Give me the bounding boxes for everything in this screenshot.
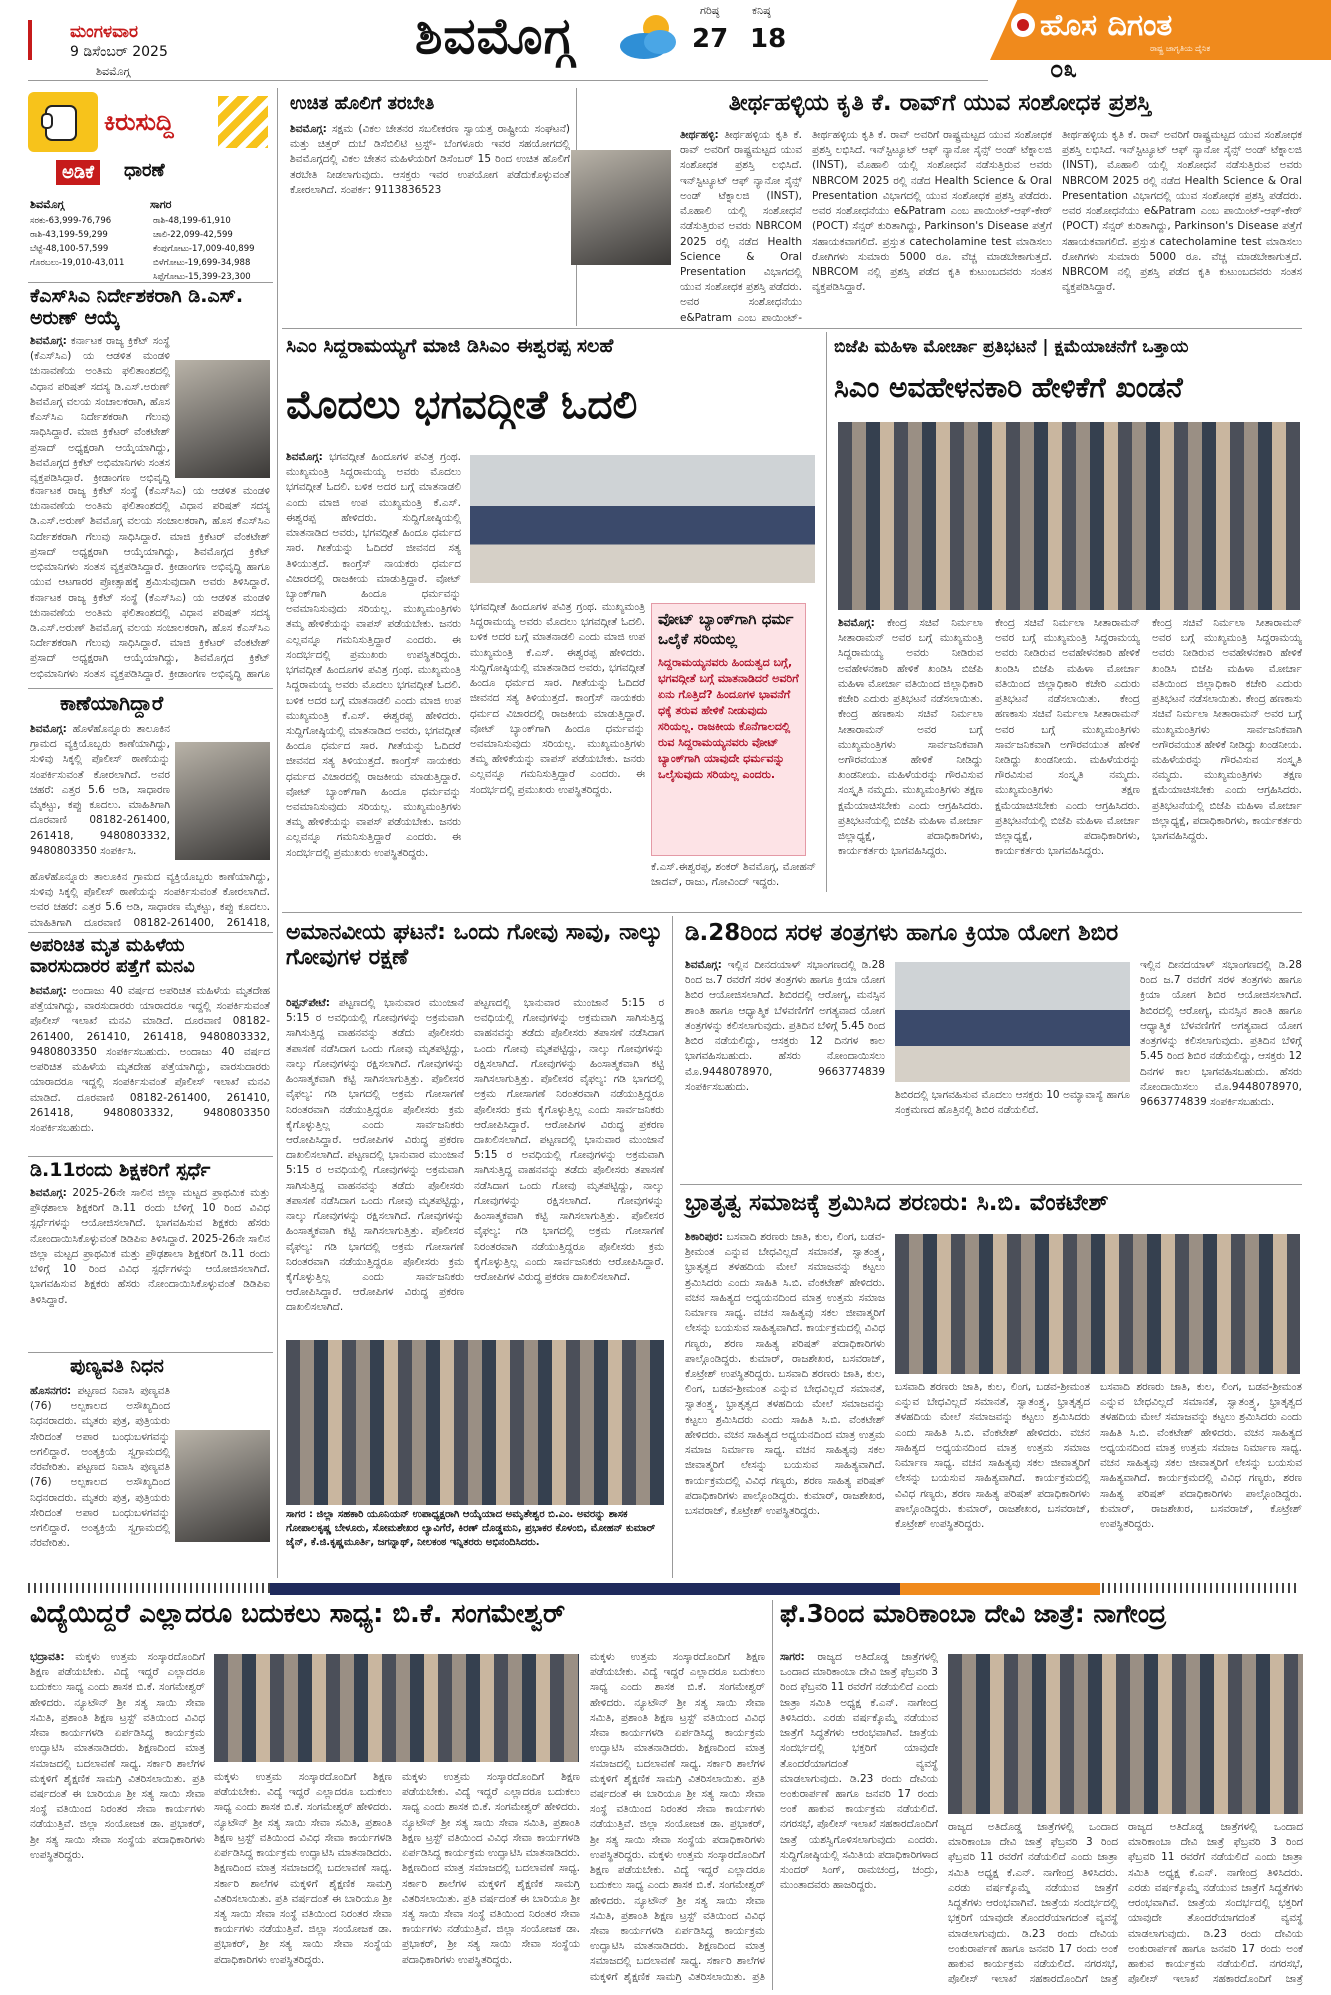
amana-body-2: ಪಟ್ಟಣದಲ್ಲಿ ಭಾನುವಾರ ಮುಂಜಾನೆ 5:15 ರ ಅವಧಿಯಲ್ಲಿ ಗೋವುಗಳನ್ನು ಅಕ್ರಮವಾಗಿ ಸಾಗಿಸುತ್ತಿದ್ದ ವಾಹನವನ್ನು ತಡೆದು ಪೊಲೀಸರು ತಪಾಸಣೆ ನಡೆಸಿದಾಗ ಒಂದು ಗೋವು ಮೃತಪಟ್ಟಿದ್ದು, ನಾಲ್ಕು ಗೋವುಗಳನ್ನು ರಕ್ಷಿಸಲಾಗಿದೆ. ಗೋವುಗಳನ್ನು ಹಿಂಸಾತ್ಮಕವಾಗಿ ಕಟ್ಟಿ ಸಾಗಿಸಲಾಗುತ್ತಿತ್ತು. ಪೊಲೀಸರ ವೈಫಲ್ಯ: ಗಡಿ ಭಾಗದಲ್ಲಿ ಅಕ್ರಮ ಗೋಸಾಗಣೆ ನಿರಂತರವಾಗಿ ನಡೆಯುತ್ತಿದ್ದರೂ ಪೊಲೀಸರು ಕ್ರಮ ಕೈಗೊಳ್ಳುತ್ತಿಲ್ಲ ಎಂದು ಸಾರ್ವಜನಿಕರು ಆರೋಪಿಸಿದ್ದಾರೆ. ಆರೋಪಿಗಳ ವಿರುದ್ಧ ಪ್ರಕರಣ ದಾಖಲಿಸಲಾಗಿದೆ. ಪಟ್ಟಣದಲ್ಲಿ ಭಾನುವಾರ ಮುಂಜಾನೆ 5:15 ರ ಅವಧಿಯಲ್ಲಿ ಗೋವುಗಳನ್ನು ಅಕ್ರಮವಾಗಿ ಸಾಗಿಸುತ್ತಿದ್ದ ವಾಹನವನ್ನು ತಡೆದು ಪೊಲೀಸರು ತಪಾಸಣೆ ನಡೆಸಿದಾಗ ಒಂದು ಗೋವು ಮೃತಪಟ್ಟಿದ್ದು, ನಾಲ್ಕು ಗೋವುಗಳನ್ನು ರಕ್ಷಿಸಲಾಗಿದೆ. ಗೋವುಗಳನ್ನು ಹಿಂಸಾತ್ಮಕವಾಗಿ ಕಟ್ಟಿ ಸಾಗಿಸಲಾಗುತ್ತಿತ್ತು. ಪೊಲೀಸರ ವೈಫಲ್ಯ: ಗಡಿ ಭಾಗದಲ್ಲಿ ಅಕ್ರಮ ಗೋಸಾಗಣೆ ನಿರಂತರವಾಗಿ ನಡೆಯುತ್ತಿದ್ದರೂ ಪೊಲೀಸರು ಕ್ರಮ ಕೈಗೊಳ್ಳುತ್ತಿಲ್ಲ ಎಂದು ಸಾರ್ವಜನಿಕರು ಆರೋಪಿಸಿದ್ದಾರೆ. ಆರೋಪಿಗಳ ವಿರುದ್ಧ ಪ್ರಕರಣ ದಾಖಲಿಸಲಾಗಿದೆ. — [474, 997, 664, 1283]
left-article-3-head: ಅಪರಿಚಿತ ಮೃತ ಮಹಿಳೆಯ ವಾರಸುದಾರರ ಪತ್ತೆಗೆ ಮನವಿ — [30, 935, 195, 977]
dateline: ರಿಪ್ಪನ್‌ಪೇಟೆ: — [286, 997, 330, 1009]
bjp-body-1: ಶಿವಮೊಗ್ಗ: ಕೇಂದ್ರ ಸಚಿವೆ ನಿರ್ಮಲಾ ಸೀತಾರಾಮನ್ ಅವರ ಬಗ್ಗೆ ಮುಖ್ಯಮಂತ್ರಿ ಸಿದ್ದರಾಮಯ್ಯ ಅವರು ನೀಡಿರುವ ಅವಹೇಳನಕಾರಿ ಹೇಳಿಕೆ ಖಂಡಿಸಿ ಬಿಜೆಪಿ ಮಹಿಳಾ ಮೋರ್ಚಾ ವತಿಯಿಂದ ಜಿಲ್ಲಾಧಿಕಾರಿ ಕಚೇರಿ ಎದುರು ಪ್ರತಿಭಟನೆ ನಡೆಸಲಾಯಿತು. ಕೇಂದ್ರ ಹಣಕಾಸು ಸಚಿವೆ ನಿರ್ಮಲಾ ಸೀತಾರಾಮನ್ ಅವರ ಬಗ್ಗೆ ಮುಖ್ಯಮಂತ್ರಿಗಳು ಸಾರ್ವಜನಿಕವಾಗಿ ಅಗೌರವಯುತ ಹೇಳಿಕೆ ನೀಡಿದ್ದು ಖಂಡನೀಯ. ಮಹಿಳೆಯರನ್ನು ಗೌರವಿಸುವ ಸಂಸ್ಕೃತಿ ನಮ್ಮದು. ಮುಖ್ಯಮಂತ್ರಿಗಳು ತಕ್ಷಣ ಕ್ಷಮೆಯಾಚಿಸಬೇಕು ಎಂದು ಆಗ್ರಹಿಸಿದರು. ಪ್ರತಿಭಟನೆಯಲ್ಲಿ ಬಿಜೆಪಿ ಮಹಿಳಾ ಮೋರ್ಚಾ ಜಿಲ್ಲಾಧ್ಯಕ್ಷೆ, ಪದಾಧಿಕಾರಿಗಳು, ಕಾರ್ಯಕರ್ತರು ಭಾಗವಹಿಸಿದ್ದರು. — [838, 617, 983, 858]
vidye-body-4: ಮಕ್ಕಳು ಉತ್ತಮ ಸಂಸ್ಕಾರದೊಂದಿಗೆ ಶಿಕ್ಷಣ ಪಡೆಯಬೇಕು. ವಿದ್ಯೆ ಇದ್ದರೆ ಎಲ್ಲಾದರೂ ಬದುಕಲು ಸಾಧ್ಯ ಎಂದು ಶಾಸಕ ಬಿ.ಕೆ. ಸಂಗಮೇಶ್ವರ್ ಹೇಳಿದರು. ನ್ಯೂಟೌನ್ ಶ್ರೀ ಸತ್ಯ ಸಾಯಿ ಸೇವಾ ಸಮಿತಿ, ಪ್ರಶಾಂತಿ ಶಿಕ್ಷಣ ಟ್ರಸ್ಟ್ ವತಿಯಿಂದ ವಿವಿಧ ಸೇವಾ ಕಾರ್ಯಗಳಡಿ ಏರ್ಪಡಿಸಿದ್ದ ಕಾರ್ಯಕ್ರಮ ಉದ್ಘಾಟಿಸಿ ಮಾತನಾಡಿದರು. ಶಿಕ್ಷಣದಿಂದ ಮಾತ್ರ ಸಮಾಜದಲ್ಲಿ ಬದಲಾವಣೆ ಸಾಧ್ಯ. ಸರ್ಕಾರಿ ಶಾಲೆಗಳ ಮಕ್ಕಳಿಗೆ ಶೈಕ್ಷಣಿಕ ಸಾಮಗ್ರಿ ವಿತರಿಸಲಾಯಿತು. ಪ್ರತಿ ವರ್ಷದಂತೆ ಈ ಬಾರಿಯೂ ಶ್ರೀ ಸತ್ಯ ಸಾಯಿ ಸೇವಾ ಸಂಸ್ಥೆ ವತಿಯಿಂದ ನಿರಂತರ ಸೇವಾ ಕಾರ್ಯಗಳು ನಡೆಯುತ್ತಿವೆ. ಜಿಲ್ಲಾ ಸಂಯೋಜಕ ಡಾ. ಪ್ರಭಾಕರ್, ಶ್ರೀ ಸತ್ಯ ಸಾಯಿ ಸೇವಾ ಸಂಸ್ಥೆಯ ಪದಾಧಿಕಾರಿಗಳು ಉಪಸ್ಥಿತರಿದ್ದರು. ಮಕ್ಕಳು ಉತ್ತಮ ಸಂಸ್ಕಾರದೊಂದಿಗೆ ಶಿಕ್ಷಣ ಪಡೆಯಬೇಕು. ವಿದ್ಯೆ ಇದ್ದರೆ ಎಲ್ಲಾದರೂ ಬದುಕಲು ಸಾಧ್ಯ ಎಂದು ಶಾಸಕ ಬಿ.ಕೆ. ಸಂಗಮೇಶ್ವರ್ ಹೇಳಿದರು. ನ್ಯೂಟೌನ್ ಶ್ರೀ ಸತ್ಯ ಸಾಯಿ ಸೇವಾ ಸಮಿತಿ, ಪ್ರಶಾಂತಿ ಶಿಕ್ಷಣ ಟ್ರಸ್ಟ್ ವತಿಯಿಂದ ವಿವಿಧ ಸೇವಾ ಕಾರ್ಯಗಳಡಿ ಏರ್ಪಡಿಸಿದ್ದ ಕಾರ್ಯಕ್ರಮ ಉದ್ಘಾಟಿಸಿ ಮಾತನಾಡಿದರು. ಶಿಕ್ಷಣದಿಂದ ಮಾತ್ರ ಸಮಾಜದಲ್ಲಿ ಬದಲಾವಣೆ ಸಾಧ್ಯ. ಸರ್ಕಾರಿ ಶಾಲೆಗಳ ಮಕ್ಕಳಿಗೆ ಶೈಕ್ಷಣಿಕ ಸಾಮಗ್ರಿ ವಿತರಿಸಲಾಯಿತು. ಪ್ರತಿ — [590, 1651, 765, 1983]
column-rule — [672, 916, 673, 1578]
quote-box — [651, 603, 806, 856]
amana-body-1: ರಿಪ್ಪನ್‌ಪೇಟೆ: ಪಟ್ಟಣದಲ್ಲಿ ಭಾನುವಾರ ಮುಂಜಾನೆ 5:15 ರ ಅವಧಿಯಲ್ಲಿ ಗೋವುಗಳನ್ನು ಅಕ್ರಮವಾಗಿ ಸಾಗಿಸುತ್ತಿದ್ದ ವಾಹನವನ್ನು ತಡೆದು ಪೊಲೀಸರು ತಪಾಸಣೆ ನಡೆಸಿದಾಗ ಒಂದು ಗೋವು ಮೃತಪಟ್ಟಿದ್ದು, ನಾಲ್ಕು ಗೋವುಗಳನ್ನು ರಕ್ಷಿಸಲಾಗಿದೆ. ಗೋವುಗಳನ್ನು ಹಿಂಸಾತ್ಮಕವಾಗಿ ಕಟ್ಟಿ ಸಾಗಿಸಲಾಗುತ್ತಿತ್ತು. ಪೊಲೀಸರ ವೈಫಲ್ಯ: ಗಡಿ ಭಾಗದಲ್ಲಿ ಅಕ್ರಮ ಗೋಸಾಗಣೆ ನಿರಂತರವಾಗಿ ನಡೆಯುತ್ತಿದ್ದರೂ ಪೊಲೀಸರು ಕ್ರಮ ಕೈಗೊಳ್ಳುತ್ತಿಲ್ಲ ಎಂದು ಸಾರ್ವಜನಿಕರು ಆರೋಪಿಸಿದ್ದಾರೆ. ಆರೋಪಿಗಳ ವಿರುದ್ಧ ಪ್ರಕರಣ ದಾಖಲಿಸಲಾಗಿದೆ. ಪಟ್ಟಣದಲ್ಲಿ ಭಾನುವಾರ ಮುಂಜಾನೆ 5:15 ರ ಅವಧಿಯಲ್ಲಿ ಗೋವುಗಳನ್ನು ಅಕ್ರಮವಾಗಿ ಸಾಗಿಸುತ್ತಿದ್ದ ವಾಹನವನ್ನು ತಡೆದು ಪೊಲೀಸರು ತಪಾಸಣೆ ನಡೆಸಿದಾಗ ಒಂದು ಗೋವು ಮೃತಪಟ್ಟಿದ್ದು, ನಾಲ್ಕು ಗೋವುಗಳನ್ನು ರಕ್ಷಿಸಲಾಗಿದೆ. ಗೋವುಗಳನ್ನು ಹಿಂಸಾತ್ಮಕವಾಗಿ ಕಟ್ಟಿ ಸಾಗಿಸಲಾಗುತ್ತಿತ್ತು. ಪೊಲೀಸರ ವೈಫಲ್ಯ: ಗಡಿ ಭಾಗದಲ್ಲಿ ಅಕ್ರಮ ಗೋಸಾಗಣೆ ನಿರಂತರವಾಗಿ ನಡೆಯುತ್ತಿದ್ದರೂ ಪೊಲೀಸರು ಕ್ರಮ ಕೈಗೊಳ್ಳುತ್ತಿಲ್ಲ ಎಂದು ಸಾರ್ವಜನಿಕರು ಆರೋಪಿಸಿದ್ದಾರೆ. ಆರೋಪಿಗಳ ವಿರುದ್ಧ ಪ್ರಕರಣ ದಾಖಲಿಸಲಾಗಿದೆ. — [286, 997, 464, 1314]
marikamba-head: ಫೆ.3ರಿಂದ ಮಾರಿಕಾಂಬಾ ದೇವಿ ಜಾತ್ರೆ: ನಾಗೇಂದ್ರ — [780, 1599, 1167, 1628]
vidye-body-3: ಮಕ್ಕಳು ಉತ್ತಮ ಸಂಸ್ಕಾರದೊಂದಿಗೆ ಶಿಕ್ಷಣ ಪಡೆಯಬೇಕು. ವಿದ್ಯೆ ಇದ್ದರೆ ಎಲ್ಲಾದರೂ ಬದುಕಲು ಸಾಧ್ಯ ಎಂದು ಶಾಸಕ ಬಿ.ಕೆ. ಸಂಗಮೇಶ್ವರ್ ಹೇಳಿದರು. ನ್ಯೂಟೌನ್ ಶ್ರೀ ಸತ್ಯ ಸಾಯಿ ಸೇವಾ ಸಮಿತಿ, ಪ್ರಶಾಂತಿ ಶಿಕ್ಷಣ ಟ್ರಸ್ಟ್ ವತಿಯಿಂದ ವಿವಿಧ ಸೇವಾ ಕಾರ್ಯಗಳಡಿ ಏರ್ಪಡಿಸಿದ್ದ ಕಾರ್ಯಕ್ರಮ ಉದ್ಘಾಟಿಸಿ ಮಾತನಾಡಿದರು. ಶಿಕ್ಷಣದಿಂದ ಮಾತ್ರ ಸಮಾಜದಲ್ಲಿ ಬದಲಾವಣೆ ಸಾಧ್ಯ. ಸರ್ಕಾರಿ ಶಾಲೆಗಳ ಮಕ್ಕಳಿಗೆ ಶೈಕ್ಷಣಿಕ ಸಾಮಗ್ರಿ ವಿತರಿಸಲಾಯಿತು. ಪ್ರತಿ ವರ್ಷದಂತೆ ಈ ಬಾರಿಯೂ ಶ್ರೀ ಸತ್ಯ ಸಾಯಿ ಸೇವಾ ಸಂಸ್ಥೆ ವತಿಯಿಂದ ನಿರಂತರ ಸೇವಾ ಕಾರ್ಯಗಳು ನಡೆಯುತ್ತಿವೆ. ಜಿಲ್ಲಾ ಸಂಯೋಜಕ ಡಾ. ಪ್ರಭಾಕರ್, ಶ್ರೀ ಸತ್ಯ ಸಾಯಿ ಸೇವಾ ಸಂಸ್ಥೆಯ ಪದಾಧಿಕಾರಿಗಳು ಉಪಸ್ಥಿತರಿದ್ದರು. — [402, 1771, 580, 1966]
photo-school-event — [214, 1654, 579, 1762]
vidye-body-1: ಭದ್ರಾವತಿ: ಮಕ್ಕಳು ಉತ್ತಮ ಸಂಸ್ಕಾರದೊಂದಿಗೆ ಶಿಕ್ಷಣ ಪಡೆಯಬೇಕು. ವಿದ್ಯೆ ಇದ್ದರೆ ಎಲ್ಲಾದರೂ ಬದುಕಲು ಸಾಧ್ಯ ಎಂದು ಶಾಸಕ ಬಿ.ಕೆ. ಸಂಗಮೇಶ್ವರ್ ಹೇಳಿದರು. ನ್ಯೂಟೌನ್ ಶ್ರೀ ಸತ್ಯ ಸಾಯಿ ಸೇವಾ ಸಮಿತಿ, ಪ್ರಶಾಂತಿ ಶಿಕ್ಷಣ ಟ್ರಸ್ಟ್ ವತಿಯಿಂದ ವಿವಿಧ ಸೇವಾ ಕಾರ್ಯಗಳಡಿ ಏರ್ಪಡಿಸಿದ್ದ ಕಾರ್ಯಕ್ರಮ ಉದ್ಘಾಟಿಸಿ ಮಾತನಾಡಿದರು. ಶಿಕ್ಷಣದಿಂದ ಮಾತ್ರ ಸಮಾಜದಲ್ಲಿ ಬದಲಾವಣೆ ಸಾಧ್ಯ. ಸರ್ಕಾರಿ ಶಾಲೆಗಳ ಮಕ್ಕಳಿಗೆ ಶೈಕ್ಷಣಿಕ ಸಾಮಗ್ರಿ ವಿತರಿಸಲಾಯಿತು. ಪ್ರತಿ ವರ್ಷದಂತೆ ಈ ಬಾರಿಯೂ ಶ್ರೀ ಸತ್ಯ ಸಾಯಿ ಸೇವಾ ಸಂಸ್ಥೆ ವತಿಯಿಂದ ನಿರಂತರ ಸೇವಾ ಕಾರ್ಯಗಳು ನಡೆಯುತ್ತಿವೆ. ಜಿಲ್ಲಾ ಸಂಯೋಜಕ ಡಾ. ಪ್ರಭಾಕರ್, ಶ್ರೀ ಸತ್ಯ ಸಾಯಿ ಸೇವಾ ಸಂಸ್ಥೆಯ ಪದಾಧಿಕಾರಿಗಳು ಉಪಸ್ಥಿತರಿದ್ದರು. — [30, 1651, 205, 1861]
column-rule — [277, 88, 278, 1578]
bratru-head: ಭ್ರಾತೃತ್ವ ಸಮಾಜಕ್ಕೆ ಶ್ರಮಿಸಿದ ಶರಣರು: ಸಿ.ಬಿ. ವೆಂಕಟೇಶ್ — [685, 1190, 1109, 1216]
brand-name: ಹೊಸ ದಿಗಂತ — [1040, 8, 1173, 43]
quote-head: ವೋಟ್ ಬ್ಯಾಂಕ್‌ಗಾಗಿ ಧರ್ಮ ಒಲೈಕೆ ಸರಿಯಲ್ಲ — [658, 610, 794, 648]
left-article-4-head: ಡಿ.11ರಂದು ಶಿಕ್ಷಕರಿಗೆ ಸ್ಪರ್ಧೆ — [30, 1159, 211, 1181]
photo-punyavati — [175, 1430, 270, 1542]
kirusuddi-label: ಕಿರುಸುದ್ದಿ — [104, 108, 174, 136]
hand-icon — [28, 92, 98, 152]
dateline: ಶಿವಮೊಗ್ಗ: — [838, 617, 875, 629]
amana-caption: ಸಾಗರ : ಜಿಲ್ಲಾ ಸಹಕಾರಿ ಯೂನಿಯನ್ ಉಪಾಧ್ಯಕ್ಷರಾಗಿ ಆಯ್ಕೆಯಾದ ಅಮೃತೇಶ್ವರ ಬಿ.ಎಂ. ಅವರನ್ನು ಶಾಸಕ ಗೋಪಾಲಕೃಷ್ಣ ಬೇಳೂರು, ಸೋಮಶೇಖರ ಲ್ಯಾವಿಗೆರೆ, ಕಿರಣ್ ದೊಡ್ಡಮನಿ, ಪ್ರಭಾಕರ ಕೊಳಂಬಿ, ಮೋಹನ್ ಕುಮಾರ್ ಜೈನ್, ಕೆ.ಜಿ.ಕೃಷ್ಣಮೂರ್ತಿ, ಜಗನ್ನಾಥ್, ನೀಲಕಂಠ ಇನ್ನಿತರರು ಅಭಿನಂದಿಸಿದರು. — [286, 1509, 656, 1548]
accent-bar-orange — [900, 1583, 1100, 1595]
kirusuddi-arrows — [218, 96, 268, 148]
accent-bar-navy — [270, 1583, 900, 1595]
vidye-body-2: ಮಕ್ಕಳು ಉತ್ತಮ ಸಂಸ್ಕಾರದೊಂದಿಗೆ ಶಿಕ್ಷಣ ಪಡೆಯಬೇಕು. ವಿದ್ಯೆ ಇದ್ದರೆ ಎಲ್ಲಾದರೂ ಬದುಕಲು ಸಾಧ್ಯ ಎಂದು ಶಾಸಕ ಬಿ.ಕೆ. ಸಂಗಮೇಶ್ವರ್ ಹೇಳಿದರು. ನ್ಯೂಟೌನ್ ಶ್ರೀ ಸತ್ಯ ಸಾಯಿ ಸೇವಾ ಸಮಿತಿ, ಪ್ರಶಾಂತಿ ಶಿಕ್ಷಣ ಟ್ರಸ್ಟ್ ವತಿಯಿಂದ ವಿವಿಧ ಸೇವಾ ಕಾರ್ಯಗಳಡಿ ಏರ್ಪಡಿಸಿದ್ದ ಕಾರ್ಯಕ್ರಮ ಉದ್ಘಾಟಿಸಿ ಮಾತನಾಡಿದರು. ಶಿಕ್ಷಣದಿಂದ ಮಾತ್ರ ಸಮಾಜದಲ್ಲಿ ಬದಲಾವಣೆ ಸಾಧ್ಯ. ಸರ್ಕಾರಿ ಶಾಲೆಗಳ ಮಕ್ಕಳಿಗೆ ಶೈಕ್ಷಣಿಕ ಸಾಮಗ್ರಿ ವಿತರಿಸಲಾಯಿತು. ಪ್ರತಿ ವರ್ಷದಂತೆ ಈ ಬಾರಿಯೂ ಶ್ರೀ ಸತ್ಯ ಸಾಯಿ ಸೇವಾ ಸಂಸ್ಥೆ ವತಿಯಿಂದ ನಿರಂತರ ಸೇವಾ ಕಾರ್ಯಗಳು ನಡೆಯುತ್ತಿವೆ. ಜಿಲ್ಲಾ ಸಂಯೋಜಕ ಡಾ. ಪ್ರಭಾಕರ್, ಶ್ರೀ ಸತ್ಯ ಸಾಯಿ ಸೇವಾ ಸಂಸ್ಥೆಯ ಪದಾಧಿಕಾರಿಗಳು ಉಪಸ್ಥಿತರಿದ್ದರು. — [214, 1771, 392, 1966]
left-article-1-body: ಶಿವಮೊಗ್ಗ: ಕರ್ನಾಟಕ ರಾಜ್ಯ ಕ್ರಿಕೆಟ್ ಸಂಸ್ಥೆ (ಕೆಎಸ್‌ಸಿಎ) ಯ ಆಡಳಿತ ಮಂಡಳಿ ಚುನಾವಣೆಯ ಅಂತಿಮ ಫಲಿತಾಂಶದಲ್ಲಿ ವಿಧಾನ ಪರಿಷತ್ ಸದಸ್ಯ ಡಿ.ಎಸ್.ಅರುಣ್ ಶಿವಮೊಗ್ಗ ವಲಯ ಸಂಚಾಲಕರಾಗಿ, ಹೊಸ ಕೆಎಸ್‌ಸಿಎ ನಿರ್ದೇಶಕರಾಗಿ ಗೆಲುವು ಸಾಧಿಸಿದ್ದಾರೆ. ಮಾಜಿ ಕ್ರಿಕೆಟರ್ ವೆಂಕಟೇಶ್ ಪ್ರಸಾದ್ ಅಧ್ಯಕ್ಷರಾಗಿ ಆಯ್ಕೆಯಾಗಿದ್ದು, ಶಿವಮೊಗ್ಗದ ಕ್ರಿಕೆಟ್ ಅಭಿಮಾನಿಗಳು ಸಂತಸ ವ್ಯಕ್ತಪಡಿಸಿದ್ದಾರೆ. ಕ್ರೀಡಾಂಗಣ ಅಭಿವೃದ್ಧಿ — [30, 335, 170, 484]
dateline: ಶಿಕಾರಿಪುರ: — [685, 1231, 724, 1243]
rate-item: ಚಾಲಿ-22,099-42,599 — [153, 230, 233, 241]
divider — [282, 328, 1302, 329]
masthead-left — [28, 20, 64, 60]
left-article-3-body: ಶಿವಮೊಗ್ಗ: ಅಂದಾಜು 40 ವರ್ಷದ ಅಪರಿಚಿತ ಮಹಿಳೆಯ ಮೃತದೇಹ ಪತ್ತೆಯಾಗಿದ್ದು, ವಾರಸುದಾರರು ಯಾರಾದರೂ ಇದ್ದಲ್ಲಿ ಸಂಪರ್ಕಿಸುವಂತೆ ಪೊಲೀಸ್ ಇಲಾಖೆ ಮನವಿ ಮಾಡಿದೆ. ದೂರವಾಣಿ 08182-261400, 261410, 261418, 9480803332, 9480803350 ಸಂಪರ್ಕಿಸಬಹುದು. ಅಂದಾಜು 40 ವರ್ಷದ ಅಪರಿಚಿತ ಮಹಿಳೆಯ ಮೃತದೇಹ ಪತ್ತೆಯಾಗಿದ್ದು, ವಾರಸುದಾರರು ಯಾರಾದರೂ ಇದ್ದಲ್ಲಿ ಸಂಪರ್ಕಿಸುವಂತೆ ಪೊಲೀಸ್ ಇಲಾಖೆ ಮನವಿ ಮಾಡಿದೆ. ದೂರವಾಣಿ 08182-261400, 261410, 261418, 9480803332, 9480803350 ಸಂಪರ್ಕಿಸಬಹುದು. — [30, 985, 270, 1134]
rate-item: ಸರಕು-63,999-76,796 — [30, 216, 112, 226]
page-number: ೦೩ — [1050, 55, 1077, 83]
column-rule — [772, 1600, 773, 1990]
kirusuddi-badge — [28, 92, 98, 152]
divider — [680, 1184, 1302, 1185]
ucchita-body: ಶಿವಮೊಗ್ಗ: ಸಕ್ಷಮ (ವಿಕಲ ಚೇತನರ ಸಬಲೀಕರಣ ಸ್ವಾಯತ್ತ ರಾಷ್ಟ್ರೀಯ ಸಂಘಟನೆ) ಮತ್ತು ಚಿತ್ತರ್ ದುಬೆ ಡಿಸೆಬಿಲಿಟಿ ಟ್ರಸ್ಟ್- ಬೆಂಗಳೂರು ಇವರ ಸಹಯೋಗದಲ್ಲಿ ಶಿವಮೊಗ್ಗದಲ್ಲಿ ವಿಕಲ ಚೇತನ ಮಹಿಳೆಯರಿಗೆ ಡಿಸೆಂಬರ್ 15 ರಿಂದ ಉಚಿತ ಹೊಲಿಗೆ ತರಬೇತಿ ನೀಡಲಾಗುವುದು. ಆಸಕ್ತರು ಇವರ ಉಪಯೋಗ ಪಡೆದುಕೊಳ್ಳುವಂತೆ ಕೋರಲಾಗಿದೆ. ಸಂಪರ್ಕ: 9113836523 — [290, 123, 570, 196]
adike-rates — [30, 198, 270, 284]
temp-min-label: ಕನಿಷ್ಠ — [752, 4, 771, 17]
bjp-body-3: ಕೇಂದ್ರ ಸಚಿವೆ ನಿರ್ಮಲಾ ಸೀತಾರಾಮನ್ ಅವರ ಬಗ್ಗೆ ಮುಖ್ಯಮಂತ್ರಿ ಸಿದ್ದರಾಮಯ್ಯ ಅವರು ನೀಡಿರುವ ಅವಹೇಳನಕಾರಿ ಹೇಳಿಕೆ ಖಂಡಿಸಿ ಬಿಜೆಪಿ ಮಹಿಳಾ ಮೋರ್ಚಾ ವತಿಯಿಂದ ಜಿಲ್ಲಾಧಿಕಾರಿ ಕಚೇರಿ ಎದುರು ಪ್ರತಿಭಟನೆ ನಡೆಸಲಾಯಿತು. ಕೇಂದ್ರ ಹಣಕಾಸು ಸಚಿವೆ ನಿರ್ಮಲಾ ಸೀತಾರಾಮನ್ ಅವರ ಬಗ್ಗೆ ಮುಖ್ಯಮಂತ್ರಿಗಳು ಸಾರ್ವಜನಿಕವಾಗಿ ಅಗೌರವಯುತ ಹೇಳಿಕೆ ನೀಡಿದ್ದು ಖಂಡನೀಯ. ಮಹಿಳೆಯರನ್ನು ಗೌರವಿಸುವ ಸಂಸ್ಕೃತಿ ನಮ್ಮದು. ಮುಖ್ಯಮಂತ್ರಿಗಳು ತಕ್ಷಣ ಕ್ಷಮೆಯಾಚಿಸಬೇಕು ಎಂದು ಆಗ್ರಹಿಸಿದರು. ಪ್ರತಿಭಟನೆಯಲ್ಲಿ ಬಿಜೆಪಿ ಮಹಿಳಾ ಮೋರ್ಚಾ ಜಿಲ್ಲಾಧ್ಯಕ್ಷೆ, ಪದಾಧಿಕಾರಿಗಳು, ಕಾರ್ಯಕರ್ತರು ಭಾಗವಹಿಸಿದ್ದರು. — [1152, 617, 1302, 843]
yoga-body-1: ಶಿವಮೊಗ್ಗ: ಇಲ್ಲಿನ ದೀನದಯಾಳ್ ಸಭಾಂಗಣದಲ್ಲಿ ಡಿ.28 ರಿಂದ ಜ.7 ರವರೆಗೆ ಸರಳ ತಂತ್ರಗಳು ಹಾಗೂ ಕ್ರಿಯಾ ಯೋಗ ಶಿಬಿರ ಆಯೋಜಿಸಲಾಗಿದೆ. ಶಿಬಿರದಲ್ಲಿ ಆರೋಗ್ಯ, ಮನಸ್ಸಿನ ಶಾಂತಿ ಹಾಗೂ ಆಧ್ಯಾತ್ಮಿಕ ಬೆಳವಣಿಗೆಗೆ ಅಗತ್ಯವಾದ ಯೋಗ ತಂತ್ರಗಳನ್ನು ಕಲಿಸಲಾಗುವುದು. ಪ್ರತಿದಿನ ಬೆಳಿಗ್ಗೆ 5.45 ರಿಂದ ಶಿಬಿರ ನಡೆಯಲಿದ್ದು, ಆಸಕ್ತರು 12 ದಿನಗಳ ಕಾಲ ಭಾಗವಹಿಸಬಹುದು. ಹೆಸರು ನೋಂದಾಯಿಸಲು ಮೊ.9448078970, 9663774839 ಸಂಪರ್ಕಿಸಬಹುದು. — [685, 959, 885, 1093]
temp-min: 18 — [750, 24, 787, 54]
photo-jatre-meet — [948, 1654, 1303, 1814]
masthead-day: ಮಂಗಳವಾರ — [70, 22, 139, 42]
photo-arun — [175, 360, 270, 478]
cm-body-1: ಶಿವಮೊಗ್ಗ: ಭಗವದ್ಗೀತೆ ಹಿಂದೂಗಳ ಪವಿತ್ರ ಗ್ರಂಥ. ಮುಖ್ಯಮಂತ್ರಿ ಸಿದ್ದರಾಮಯ್ಯ ಅವರು ಮೊದಲು ಭಗವದ್ಗೀತೆ ಓದಲಿ. ಬಳಿಕ ಅದರ ಬಗ್ಗೆ ಮಾತನಾಡಲಿ ಎಂದು ಮಾಜಿ ಉಪ ಮುಖ್ಯಮಂತ್ರಿ ಕೆ.ಎಸ್. ಈಶ್ವರಪ್ಪ ಹೇಳಿದರು. ಸುದ್ದಿಗೋಷ್ಠಿಯಲ್ಲಿ ಮಾತನಾಡಿದ ಅವರು, ಭಗವದ್ಗೀತೆ ಹಿಂದೂ ಧರ್ಮದ ಸಾರ. ಗೀತೆಯನ್ನು ಓದಿದರೆ ಜೀವನದ ಸತ್ಯ ತಿಳಿಯುತ್ತದೆ. ಕಾಂಗ್ರೆಸ್ ನಾಯಕರು ಧರ್ಮದ ವಿಚಾರದಲ್ಲಿ ರಾಜಕೀಯ ಮಾಡುತ್ತಿದ್ದಾರೆ. ವೋಟ್ ಬ್ಯಾಂಕ್‌ಗಾಗಿ ಹಿಂದೂ ಧರ್ಮವನ್ನು ಅವಮಾನಿಸುವುದು ಸರಿಯಲ್ಲ. ಮುಖ್ಯಮಂತ್ರಿಗಳು ತಮ್ಮ ಹೇಳಿಕೆಯನ್ನು ವಾಪಸ್ ಪಡೆಯಬೇಕು. ಜನರು ಎಲ್ಲವನ್ನೂ ಗಮನಿಸುತ್ತಿದ್ದಾರೆ ಎಂದರು. ಈ ಸಂದರ್ಭದಲ್ಲಿ ಪ್ರಮುಖರು ಉಪಸ್ಥಿತರಿದ್ದರು. ಭಗವದ್ಗೀತೆ ಹಿಂದೂಗಳ ಪವಿತ್ರ ಗ್ರಂಥ. ಮುಖ್ಯಮಂತ್ರಿ ಸಿದ್ದರಾಮಯ್ಯ ಅವರು ಮೊದಲು ಭಗವದ್ಗೀತೆ ಓದಲಿ. ಬಳಿಕ ಅದರ ಬಗ್ಗೆ ಮಾತನಾಡಲಿ ಎಂದು ಮಾಜಿ ಉಪ ಮುಖ್ಯಮಂತ್ರಿ ಕೆ.ಎಸ್. ಈಶ್ವರಪ್ಪ ಹೇಳಿದರು. ಸುದ್ದಿಗೋಷ್ಠಿಯಲ್ಲಿ ಮಾತನಾಡಿದ ಅವರು, ಭಗವದ್ಗೀತೆ ಹಿಂದೂ ಧರ್ಮದ ಸಾರ. ಗೀತೆಯನ್ನು ಓದಿದರೆ ಜೀವನದ ಸತ್ಯ ತಿಳಿಯುತ್ತದೆ. ಕಾಂಗ್ರೆಸ್ ನಾಯಕರು ಧರ್ಮದ ವಿಚಾರದಲ್ಲಿ ರಾಜಕೀಯ ಮಾಡುತ್ತಿದ್ದಾರೆ. ವೋಟ್ ಬ್ಯಾಂಕ್‌ಗಾಗಿ ಹಿಂದೂ ಧರ್ಮವನ್ನು ಅವಮಾನಿಸುವುದು ಸರಿಯಲ್ಲ. ಮುಖ್ಯಮಂತ್ರಿಗಳು ತಮ್ಮ ಹೇಳಿಕೆಯನ್ನು ವಾಪಸ್ ಪಡೆಯಬೇಕು. ಜನರು ಎಲ್ಲವನ್ನೂ ಗಮನಿಸುತ್ತಿದ್ದಾರೆ ಎಂದರು. ಈ ಸಂದರ್ಭದಲ್ಲಿ ಪ್ರಮುಖರು ಉಪಸ್ಥಿತರಿದ್ದರು. — [286, 451, 461, 859]
marikamba-body-3: ರಾಜ್ಯದ ಅತಿದೊಡ್ಡ ಜಾತ್ರೆಗಳಲ್ಲಿ ಒಂದಾದ ಮಾರಿಕಾಂಬಾ ದೇವಿ ಜಾತ್ರೆ ಫೆಬ್ರವರಿ 3 ರಿಂದ ಫೆಬ್ರವರಿ 11 ರವರೆಗೆ ನಡೆಯಲಿದೆ ಎಂದು ಜಾತ್ರಾ ಸಮಿತಿ ಅಧ್ಯಕ್ಷ ಕೆ.ಎನ್. ನಾಗೇಂದ್ರ ತಿಳಿಸಿದರು. ಎರಡು ವರ್ಷಕ್ಕೊಮ್ಮೆ ನಡೆಯುವ ಜಾತ್ರೆಗೆ ಸಿದ್ಧತೆಗಳು ಆರಂಭವಾಗಿವೆ. ಜಾತ್ರೆಯ ಸಂದರ್ಭದಲ್ಲಿ ಭಕ್ತರಿಗೆ ಯಾವುದೇ ತೊಂದರೆಯಾಗದಂತೆ ವ್ಯವಸ್ಥೆ ಮಾಡಲಾಗುವುದು. ಡಿ.23 ರಂದು ದೇವಿಯ ಅಂಕುರಾರ್ಪಣೆ ಹಾಗೂ ಜನವರಿ 17 ರಂದು ಅಂಕೆ ಹಾಕುವ ಕಾರ್ಯಕ್ರಮ ನಡೆಯಲಿದೆ. ನಗರಸಭೆ, ಪೊಲೀಸ್ ಇಲಾಖೆ ಸಹಕಾರದೊಂದಿಗೆ ಜಾತ್ರೆ — [1128, 1821, 1303, 1985]
ucchita-head: ಉಚಿತ ಹೊಲಿಗೆ ತರಬೇತಿ — [290, 93, 435, 114]
rate-item: ಸಿಪ್ಪೆಗೋಟು-15,399-23,300 — [153, 272, 251, 283]
left-article-4-body: ಶಿವಮೊಗ್ಗ: 2025-26ನೇ ಸಾಲಿನ ಜಿಲ್ಲಾ ಮಟ್ಟದ ಪ್ರಾಥಮಿಕ ಮತ್ತು ಪ್ರೌಢಶಾಲಾ ಶಿಕ್ಷಕರಿಗೆ ಡಿ.11 ರಂದು ಬೆಳಿಗ್ಗೆ 10 ರಿಂದ ವಿವಿಧ ಸ್ಪರ್ಧೆಗಳನ್ನು ಆಯೋಜಿಸಲಾಗಿದೆ. ಭಾಗವಹಿಸುವ ಶಿಕ್ಷಕರು ಹೆಸರು ನೋಂದಾಯಿಸಿಕೊಳ್ಳುವಂತೆ ಡಿಡಿಪಿಐ ತಿಳಿಸಿದ್ದಾರೆ. 2025-26ನೇ ಸಾಲಿನ ಜಿಲ್ಲಾ ಮಟ್ಟದ ಪ್ರಾಥಮಿಕ ಮತ್ತು ಪ್ರೌಢಶಾಲಾ ಶಿಕ್ಷಕರಿಗೆ ಡಿ.11 ರಂದು ಬೆಳಿಗ್ಗೆ 10 ರಿಂದ ವಿವಿಧ ಸ್ಪರ್ಧೆಗಳನ್ನು ಆಯೋಜಿಸಲಾಗಿದೆ. ಭಾಗವಹಿಸುವ ಶಿಕ್ಷಕರು ಹೆಸರು ನೋಂದಾಯಿಸಿಕೊಳ್ಳುವಂತೆ ಡಿಡಿಪಿಐ ತಿಳಿಸಿದ್ದಾರೆ. — [30, 1187, 270, 1306]
brand-tagline: ರಾಷ್ಟ್ರ ಜಾಗೃತಿಯ ದೈನಿಕ — [1150, 44, 1211, 53]
photo-protest — [838, 422, 1300, 610]
left-article-2-body: ಶಿವಮೊಗ್ಗ: ಹೊಳೆಹೊನ್ನೂರು ತಾಲೂಕಿನ ಗ್ರಾಮದ ವ್ಯಕ್ತಿಯೊಬ್ಬರು ಕಾಣೆಯಾಗಿದ್ದು, ಸುಳಿವು ಸಿಕ್ಕಲ್ಲಿ ಪೊಲೀಸ್ ಠಾಣೆಯನ್ನು ಸಂಪರ್ಕಿಸುವಂತೆ ಕೋರಲಾಗಿದೆ. ಅವರ ಚಹರೆ: ಎತ್ತರ 5.6 ಅಡಿ, ಸಾಧಾರಣ ಮೈಕಟ್ಟು, ಕಪ್ಪು ಕೂದಲು. ಮಾಹಿತಿಗಾಗಿ ದೂರವಾಣಿ 08182-261400, 261418, 9480803332, 9480803350 ಸಂಪರ್ಕಿಸಿ. — [30, 723, 170, 857]
dateline: ಸಾಗರ: — [780, 1651, 805, 1663]
brand-logo-icon — [1010, 12, 1036, 38]
left-article-5-body: ಹೊಸನಗರ: ಪಟ್ಟಣದ ನಿವಾಸಿ ಪುಣ್ಯವತಿ (76) ಅಲ್ಪಕಾಲದ ಅಸೌಖ್ಯದಿಂದ ನಿಧನರಾದರು. ಮೃತರು ಪುತ್ರ, ಪುತ್ರಿಯರು ಸೇರಿದಂತೆ ಅಪಾರ ಬಂಧುಬಳಗವನ್ನು ಅಗಲಿದ್ದಾರೆ. ಅಂತ್ಯಕ್ರಿಯೆ ಸ್ವಗ್ರಾಮದಲ್ಲಿ ನೆರವೇರಿತು. ಪಟ್ಟಣದ ನಿವಾಸಿ ಪುಣ್ಯವತಿ (76) ಅಲ್ಪಕಾಲದ ಅಸೌಖ್ಯದಿಂದ ನಿಧನರಾದರು. ಮೃತರು ಪುತ್ರ, ಪುತ್ರಿಯರು ಸೇರಿದಂತೆ ಅಪಾರ ಬಂಧುಬಳಗವನ್ನು ಅಗಲಿದ್ದಾರೆ. ಅಂತ್ಯಕ್ರಿಯೆ ಸ್ವಗ್ರಾಮದಲ್ಲಿ ನೆರವೇರಿತು. — [30, 1385, 170, 1550]
yoga-body-2: ಇಲ್ಲಿನ ದೀನದಯಾಳ್ ಸಭಾಂಗಣದಲ್ಲಿ ಡಿ.28 ರಿಂದ ಜ.7 ರವರೆಗೆ ಸರಳ ತಂತ್ರಗಳು ಹಾಗೂ ಕ್ರಿಯಾ ಯೋಗ ಶಿಬಿರ ಆಯೋಜಿಸಲಾಗಿದೆ. ಶಿಬಿರದಲ್ಲಿ ಆರೋಗ್ಯ, ಮನಸ್ಸಿನ ಶಾಂತಿ ಹಾಗೂ ಆಧ್ಯಾತ್ಮಿಕ ಬೆಳವಣಿಗೆಗೆ ಅಗತ್ಯವಾದ ಯೋಗ ತಂತ್ರಗಳನ್ನು ಕಲಿಸಲಾಗುವುದು. ಪ್ರತಿದಿನ ಬೆಳಿಗ್ಗೆ 5.45 ರಿಂದ ಶಿಬಿರ ನಡೆಯಲಿದ್ದು, ಆಸಕ್ತರು 12 ದಿನಗಳ ಕಾಲ ಭಾಗವಹಿಸಬಹುದು. ಹೆಸರು ನೋಂದಾಯಿಸಲು ಮೊ.9448078970, 9663774839 ಸಂಪರ್ಕಿಸಬಹುದು. — [1140, 959, 1302, 1108]
bratru-body-2: ಬಸವಾದಿ ಶರಣರು ಜಾತಿ, ಕುಲ, ಲಿಂಗ, ಬಡವ-ಶ್ರೀಮಂತ ಎನ್ನುವ ಬೇಧವಿಲ್ಲದೆ ಸಮಾನತೆ, ಸ್ವಾತಂತ್ರ್ಯ, ಭ್ರಾತೃತ್ವದ ತಳಹದಿಯ ಮೇಲೆ ಸಮಾಜವನ್ನು ಕಟ್ಟಲು ಶ್ರಮಿಸಿದರು ಎಂದು ಸಾಹಿತಿ ಸಿ.ಬಿ. ವೆಂಕಟೇಶ್ ಹೇಳಿದರು. ವಚನ ಸಾಹಿತ್ಯದ ಅಧ್ಯಯನದಿಂದ ಮಾತ್ರ ಉತ್ತಮ ಸಮಾಜ ನಿರ್ಮಾಣ ಸಾಧ್ಯ. ವಚನ ಸಾಹಿತ್ಯವು ಸಕಲ ಜೀವಾತ್ಮರಿಗೆ ಲೇಸನ್ನು ಬಯಸುವ ಸಾಹಿತ್ಯವಾಗಿದೆ. ಕಾರ್ಯಕ್ರಮದಲ್ಲಿ ವಿವಿಧ ಗಣ್ಯರು, ಶರಣ ಸಾಹಿತ್ಯ ಪರಿಷತ್ ಪದಾಧಿಕಾರಿಗಳು ಪಾಲ್ಗೊಂಡಿದ್ದರು. ಕುಮಾರ್, ರಾಜಶೇಖರ, ಬಸವರಾಜ್, ಕೊಟ್ರೇಶ್ ಉಪಸ್ಥಿತರಿದ್ದರು. — [895, 1381, 1090, 1530]
divider — [282, 912, 1302, 913]
cm-head: ಮೊದಲು ಭಗವದ್ಗೀತೆ ಓದಲಿ — [286, 383, 638, 428]
cm-body-2: ಭಗವದ್ಗೀತೆ ಹಿಂದೂಗಳ ಪವಿತ್ರ ಗ್ರಂಥ. ಮುಖ್ಯಮಂತ್ರಿ ಸಿದ್ದರಾಮಯ್ಯ ಅವರು ಮೊದಲು ಭಗವದ್ಗೀತೆ ಓದಲಿ. ಬಳಿಕ ಅದರ ಬಗ್ಗೆ ಮಾತನಾಡಲಿ ಎಂದು ಮಾಜಿ ಉಪ ಮುಖ್ಯಮಂತ್ರಿ ಕೆ.ಎಸ್. ಈಶ್ವರಪ್ಪ ಹೇಳಿದರು. ಸುದ್ದಿಗೋಷ್ಠಿಯಲ್ಲಿ ಮಾತನಾಡಿದ ಅವರು, ಭಗವದ್ಗೀತೆ ಹಿಂದೂ ಧರ್ಮದ ಸಾರ. ಗೀತೆಯನ್ನು ಓದಿದರೆ ಜೀವನದ ಸತ್ಯ ತಿಳಿಯುತ್ತದೆ. ಕಾಂಗ್ರೆಸ್ ನಾಯಕರು ಧರ್ಮದ ವಿಚಾರದಲ್ಲಿ ರಾಜಕೀಯ ಮಾಡುತ್ತಿದ್ದಾರೆ. ವೋಟ್ ಬ್ಯಾಂಕ್‌ಗಾಗಿ ಹಿಂದೂ ಧರ್ಮವನ್ನು ಅವಮಾನಿಸುವುದು ಸರಿಯಲ್ಲ. ಮುಖ್ಯಮಂತ್ರಿಗಳು ತಮ್ಮ ಹೇಳಿಕೆಯನ್ನು ವಾಪಸ್ ಪಡೆಯಬೇಕು. ಜನರು ಎಲ್ಲವನ್ನೂ ಗಮನಿಸುತ್ತಿದ್ದಾರೆ ಎಂದರು. ಈ ಸಂದರ್ಭದಲ್ಲಿ ಪ್ರಮುಖರು ಉಪಸ್ಥಿತರಿದ್ದರು. — [470, 601, 645, 796]
thirtha-body-2: ತೀರ್ಥಹಳ್ಳಿಯ ಕೃತಿ ಕೆ. ರಾವ್ ಅವರಿಗೆ ರಾಷ್ಟ್ರಮಟ್ಟದ ಯುವ ಸಂಶೋಧಕ ಪ್ರಶಸ್ತಿ ಲಭಿಸಿದೆ. ಇನ್‌ಸ್ಟಿಟ್ಯೂಟ್ ಆಫ್ ನ್ಯಾನೋ ಸೈನ್ಸ್ ಅಂಡ್ ಟೆಕ್ನಾಲಜಿ (INST), ಮೊಹಾಲಿ ಯಲ್ಲಿ ಸಂಶೋಧನೆ ನಡೆಸುತ್ತಿರುವ ಅವರು NBRCOM 2025 ರಲ್ಲಿ ನಡೆದ Health Science & Oral Presentation ವಿಭಾಗದಲ್ಲಿ ಯುವ ಸಂಶೋಧಕ ಪ್ರಶಸ್ತಿ ಪಡೆದರು. ಅವರ ಸಂಶೋಧನೆಯು e&Patram ಎಂಬ ಪಾಯಿಂಟ್-ಆಫ್-ಕೇರ್ (POCT) ಸೆನ್ಸರ್ ಕುರಿತಾಗಿದ್ದು, Parkinson's Disease ಪತ್ತೆಗೆ ಸಹಾಯಕವಾಗಲಿದೆ. ಪ್ರಸ್ತುತ catecholamine test ಮಾಡಿಸಲು ರೋಗಿಗಳು ಸುಮಾರು 5000 ರೂ. ವೆಚ್ಚ ಮಾಡಬೇಕಾಗುತ್ತದೆ. NBRCOM ನಲ್ಲಿ ಪ್ರಶಸ್ತಿ ಪಡೆದ ಕೃತಿ ಕುಟುಂಬದವರು ಸಂತಸ ವ್ಯಕ್ತಪಡಿಸಿದ್ದಾರೆ. — [812, 129, 1052, 294]
bjp-head: ಸಿಎಂ ಅವಹೇಳನಕಾರಿ ಹೇಳಿಕೆಗೆ ಖಂಡನೆ — [834, 371, 1183, 404]
cm-kicker: ಸಿಎಂ ಸಿದ್ದರಾಮಯ್ಯಗೆ ಮಾಜಿ ಡಿಸಿಎಂ ಈಶ್ವರಪ್ಪ ಸಲಹೆ — [286, 335, 614, 357]
left-article-1-body-cont: ಕರ್ನಾಟಕ ರಾಜ್ಯ ಕ್ರಿಕೆಟ್ ಸಂಸ್ಥೆ (ಕೆಎಸ್‌ಸಿಎ) ಯ ಆಡಳಿತ ಮಂಡಳಿ ಚುನಾವಣೆಯ ಅಂತಿಮ ಫಲಿತಾಂಶದಲ್ಲಿ ವಿಧಾನ ಪರಿಷತ್ ಸದಸ್ಯ ಡಿ.ಎಸ್.ಅರುಣ್ ಶಿವಮೊಗ್ಗ ವಲಯ ಸಂಚಾಲಕರಾಗಿ, ಹೊಸ ಕೆಎಸ್‌ಸಿಎ ನಿರ್ದೇಶಕರಾಗಿ ಗೆಲುವು ಸಾಧಿಸಿದ್ದಾರೆ. ಮಾಜಿ ಕ್ರಿಕೆಟರ್ ವೆಂಕಟೇಶ್ ಪ್ರಸಾದ್ ಅಧ್ಯಕ್ಷರಾಗಿ ಆಯ್ಕೆಯಾಗಿದ್ದು, ಶಿವಮೊಗ್ಗದ ಕ್ರಿಕೆಟ್ ಅಭಿಮಾನಿಗಳು ಸಂತಸ ವ್ಯಕ್ತಪಡಿಸಿದ್ದಾರೆ. ಕ್ರೀಡಾಂಗಣ ಅಭಿವೃದ್ಧಿ ಹಾಗೂ ಯುವ ಆಟಗಾರರ ಪ್ರೋತ್ಸಾಹಕ್ಕೆ ಶ್ರಮಿಸುವುದಾಗಿ ಅವರು ತಿಳಿಸಿದ್ದಾರೆ. ಕರ್ನಾಟಕ ರಾಜ್ಯ ಕ್ರಿಕೆಟ್ ಸಂಸ್ಥೆ (ಕೆಎಸ್‌ಸಿಎ) ಯ ಆಡಳಿತ ಮಂಡಳಿ ಚುನಾವಣೆಯ ಅಂತಿಮ ಫಲಿತಾಂಶದಲ್ಲಿ ವಿಧಾನ ಪರಿಷತ್ ಸದಸ್ಯ ಡಿ.ಎಸ್.ಅರುಣ್ ಶಿವಮೊಗ್ಗ ವಲಯ ಸಂಚಾಲಕರಾಗಿ, ಹೊಸ ಕೆಎಸ್‌ಸಿಎ ನಿರ್ದೇಶಕರಾಗಿ ಗೆಲುವು ಸಾಧಿಸಿದ್ದಾರೆ. ಮಾಜಿ ಕ್ರಿಕೆಟರ್ ವೆಂಕಟೇಶ್ ಪ್ರಸಾದ್ ಅಧ್ಯಕ್ಷರಾಗಿ ಆಯ್ಕೆಯಾಗಿದ್ದು, ಶಿವಮೊಗ್ಗದ ಕ್ರಿಕೆಟ್ ಅಭಿಮಾನಿಗಳು ಸಂತಸ ವ್ಯಕ್ತಪಡಿಸಿದ್ದಾರೆ. ಕ್ರೀಡಾಂಗಣ ಅಭಿವೃದ್ಧಿ ಹಾಗೂ — [30, 485, 270, 680]
photo-sharana — [895, 1234, 1300, 1374]
rate-item: ಕೆಂಪುಗೋಟು-17,009-40,899 — [153, 244, 255, 255]
divider — [28, 282, 273, 283]
yoga-head: ಡಿ.28ರಿಂದ ಸರಳ ತಂತ್ರಗಳು ಹಾಗೂ ಕ್ರಿಯಾ ಯೋಗ ಶಿಬಿರ — [685, 920, 1119, 946]
rate-item: ಗೊರಬಲು-19,010-43,011 — [30, 258, 125, 269]
thirtha-head: ತೀರ್ಥಹಳ್ಳಿಯ ಕೃತಿ ಕೆ. ರಾವ್‌ಗೆ ಯುವ ಸಂಶೋಧಕ ಪ್ರಶಸ್ತಿ — [728, 90, 1152, 116]
dateline: ಶಿವಮೊಗ್ಗ: — [30, 1187, 67, 1199]
photo-felicitation — [286, 1340, 664, 1505]
temp-max-label: ಗರಿಷ್ಠ — [700, 4, 720, 17]
weather-icon — [614, 6, 684, 66]
market-sagar: ಸಾಗರ — [150, 198, 172, 211]
masthead-date: 9 ಡಿಸೆಂಬರ್ 2025 — [70, 44, 168, 60]
yoga-caption: ಶಿಬಿರದಲ್ಲಿ ಭಾಗವಹಿಸುವ ಮೊದಲು ಆಸಕ್ತರು 10 ಅಮ್ಯಾವಾಸ್ಯೆ ಹಾಗೂ ಸಂಕ್ರಮಣದ ಹೊತ್ತಿನಲ್ಲಿ ಶಿಬಿರ ನಡೆಯಲಿದೆ. — [895, 1089, 1130, 1117]
dateline: ಶಿವಮೊಗ್ಗ: — [30, 985, 67, 997]
left-article-2-head: ಕಾಣೆಯಾಗಿದ್ದಾರೆ — [60, 691, 164, 715]
masthead-title: ಶಿವಮೊಗ್ಗ — [415, 6, 575, 65]
photo-missing-person — [175, 742, 270, 860]
rate-item: ರಾಶಿ-48,199-61,910 — [153, 216, 231, 226]
marikamba-body-2: ರಾಜ್ಯದ ಅತಿದೊಡ್ಡ ಜಾತ್ರೆಗಳಲ್ಲಿ ಒಂದಾದ ಮಾರಿಕಾಂಬಾ ದೇವಿ ಜಾತ್ರೆ ಫೆಬ್ರವರಿ 3 ರಿಂದ ಫೆಬ್ರವರಿ 11 ರವರೆಗೆ ನಡೆಯಲಿದೆ ಎಂದು ಜಾತ್ರಾ ಸಮಿತಿ ಅಧ್ಯಕ್ಷ ಕೆ.ಎನ್. ನಾಗೇಂದ್ರ ತಿಳಿಸಿದರು. ಎರಡು ವರ್ಷಕ್ಕೊಮ್ಮೆ ನಡೆಯುವ ಜಾತ್ರೆಗೆ ಸಿದ್ಧತೆಗಳು ಆರಂಭವಾಗಿವೆ. ಜಾತ್ರೆಯ ಸಂದರ್ಭದಲ್ಲಿ ಭಕ್ತರಿಗೆ ಯಾವುದೇ ತೊಂದರೆಯಾಗದಂತೆ ವ್ಯವಸ್ಥೆ ಮಾಡಲಾಗುವುದು. ಡಿ.23 ರಂದು ದೇವಿಯ ಅಂಕುರಾರ್ಪಣೆ ಹಾಗೂ ಜನವರಿ 17 ರಂದು ಅಂಕೆ ಹಾಕುವ ಕಾರ್ಯಕ್ರಮ ನಡೆಯಲಿದೆ. ನಗರಸಭೆ, ಪೊಲೀಸ್ ಇಲಾಖೆ ಸಹಕಾರದೊಂದಿಗೆ ಜಾತ್ರೆ — [948, 1821, 1118, 1985]
bratru-body-3: ಬಸವಾದಿ ಶರಣರು ಜಾತಿ, ಕುಲ, ಲಿಂಗ, ಬಡವ-ಶ್ರೀಮಂತ ಎನ್ನುವ ಬೇಧವಿಲ್ಲದೆ ಸಮಾನತೆ, ಸ್ವಾತಂತ್ರ್ಯ, ಭ್ರಾತೃತ್ವದ ತಳಹದಿಯ ಮೇಲೆ ಸಮಾಜವನ್ನು ಕಟ್ಟಲು ಶ್ರಮಿಸಿದರು ಎಂದು ಸಾಹಿತಿ ಸಿ.ಬಿ. ವೆಂಕಟೇಶ್ ಹೇಳಿದರು. ವಚನ ಸಾಹಿತ್ಯದ ಅಧ್ಯಯನದಿಂದ ಮಾತ್ರ ಉತ್ತಮ ಸಮಾಜ ನಿರ್ಮಾಣ ಸಾಧ್ಯ. ವಚನ ಸಾಹಿತ್ಯವು ಸಕಲ ಜೀವಾತ್ಮರಿಗೆ ಲೇಸನ್ನು ಬಯಸುವ ಸಾಹಿತ್ಯವಾಗಿದೆ. ಕಾರ್ಯಕ್ರಮದಲ್ಲಿ ವಿವಿಧ ಗಣ್ಯರು, ಶರಣ ಸಾಹಿತ್ಯ ಪರಿಷತ್ ಪದಾಧಿಕಾರಿಗಳು ಪಾಲ್ಗೊಂಡಿದ್ದರು. ಕುಮಾರ್, ರಾಜಶೇಖರ, ಬಸವರಾಜ್, ಕೊಟ್ರೇಶ್ ಉಪಸ್ಥಿತರಿದ್ದರು. — [1100, 1381, 1302, 1530]
thirtha-body-3: ತೀರ್ಥಹಳ್ಳಿಯ ಕೃತಿ ಕೆ. ರಾವ್ ಅವರಿಗೆ ರಾಷ್ಟ್ರಮಟ್ಟದ ಯುವ ಸಂಶೋಧಕ ಪ್ರಶಸ್ತಿ ಲಭಿಸಿದೆ. ಇನ್‌ಸ್ಟಿಟ್ಯೂಟ್ ಆಫ್ ನ್ಯಾನೋ ಸೈನ್ಸ್ ಅಂಡ್ ಟೆಕ್ನಾಲಜಿ (INST), ಮೊಹಾಲಿ ಯಲ್ಲಿ ಸಂಶೋಧನೆ ನಡೆಸುತ್ತಿರುವ ಅವರು NBRCOM 2025 ರಲ್ಲಿ ನಡೆದ Health Science & Oral Presentation ವಿಭಾಗದಲ್ಲಿ ಯುವ ಸಂಶೋಧಕ ಪ್ರಶಸ್ತಿ ಪಡೆದರು. ಅವರ ಸಂಶೋಧನೆಯು e&Patram ಎಂಬ ಪಾಯಿಂಟ್-ಆಫ್-ಕೇರ್ (POCT) ಸೆನ್ಸರ್ ಕುರಿತಾಗಿದ್ದು, Parkinson's Disease ಪತ್ತೆಗೆ ಸಹಾಯಕವಾಗಲಿದೆ. ಪ್ರಸ್ತುತ catecholamine test ಮಾಡಿಸಲು ರೋಗಿಗಳು ಸುಮಾರು 5000 ರೂ. ವೆಚ್ಚ ಮಾಡಬೇಕಾಗುತ್ತದೆ. NBRCOM ನಲ್ಲಿ ಪ್ರಶಸ್ತಿ ಪಡೆದ ಕೃತಿ ಕುಟುಂಬದವರು ಸಂತಸ ವ್ಯಕ್ತಪಡಿಸಿದ್ದಾರೆ. — [1062, 129, 1302, 294]
photo-press-meet — [470, 455, 815, 583]
dharane-label: ಧಾರಣೆ — [124, 160, 165, 181]
quote-text: ಸಿದ್ದರಾಮಯ್ಯನವರು ಹಿಂದುತ್ವದ ಬಗ್ಗೆ, ಭಗವದ್ಗೀತೆ ಬಗ್ಗೆ ಮಾತನಾಡಿದರೆ ಅವರಿಗೆ ಏನು ಗೊತ್ತಿದೆ? ಹಿಂದೂಗಳ ಭಾವನೆಗೆ ಧಕ್ಕೆ ತರುವ ಹೇಳಿಕೆ ನೀಡುವುದು ಸರಿಯಲ್ಲ. ರಾಜಕೀಯ ಕೊನೆಗಾಲದಲ್ಲಿ ರುವ ಸಿದ್ದರಾಮಯ್ಯನವರು ವೋಟ್ ಬ್ಯಾಂಕ್‌ಗಾಗಿ ಯಾವುದೇ ಧರ್ಮವನ್ನು ಒಲೈಸುವುದು ಸರಿಯಲ್ಲ ಎಂದರು. — [658, 656, 799, 781]
dateline: ಭದ್ರಾವತಿ: — [30, 1651, 65, 1663]
dateline: ಹೊಸನಗರ: — [30, 1385, 72, 1397]
cm-caption: ಕೆ.ಎಸ್.ಈಶ್ವರಪ್ಪ, ಶಂಕರ್ ಶಿವಮೊಗ್ಗ, ಮೋಹನ್ ಜಾದವ್, ರಾಜು, ಗೋವಿಂದ್ ಇದ್ದರು. — [651, 861, 816, 889]
dateline: ತೀರ್ಥಹಳ್ಳಿ: — [680, 129, 719, 141]
marikamba-body-1: ಸಾಗರ: ರಾಜ್ಯದ ಅತಿದೊಡ್ಡ ಜಾತ್ರೆಗಳಲ್ಲಿ ಒಂದಾದ ಮಾರಿಕಾಂಬಾ ದೇವಿ ಜಾತ್ರೆ ಫೆಬ್ರವರಿ 3 ರಿಂದ ಫೆಬ್ರವರಿ 11 ರವರೆಗೆ ನಡೆಯಲಿದೆ ಎಂದು ಜಾತ್ರಾ ಸಮಿತಿ ಅಧ್ಯಕ್ಷ ಕೆ.ಎನ್. ನಾಗೇಂದ್ರ ತಿಳಿಸಿದರು. ಎರಡು ವರ್ಷಕ್ಕೊಮ್ಮೆ ನಡೆಯುವ ಜಾತ್ರೆಗೆ ಸಿದ್ಧತೆಗಳು ಆರಂಭವಾಗಿವೆ. ಜಾತ್ರೆಯ ಸಂದರ್ಭದಲ್ಲಿ ಭಕ್ತರಿಗೆ ಯಾವುದೇ ತೊಂದರೆಯಾಗದಂತೆ ವ್ಯವಸ್ಥೆ ಮಾಡಲಾಗುವುದು. ಡಿ.23 ರಂದು ದೇವಿಯ ಅಂಕುರಾರ್ಪಣೆ ಹಾಗೂ ಜನವರಿ 17 ರಂದು ಅಂಕೆ ಹಾಕುವ ಕಾರ್ಯಕ್ರಮ ನಡೆಯಲಿದೆ. ನಗರಸಭೆ, ಪೊಲೀಸ್ ಇಲಾಖೆ ಸಹಕಾರದೊಂದಿಗೆ ಜಾತ್ರೆ ಯಶಸ್ವಿಗೊಳಿಸಲಾಗುವುದು ಎಂದರು. ಸುದ್ದಿಗೋಷ್ಠಿಯಲ್ಲಿ ಸಮಿತಿಯ ಪದಾಧಿಕಾರಿಗಳಾದ ಸುಂದರ್ ಸಿಂಗ್, ರಾಮಚಂದ್ರ, ಚಂದ್ರು, ಮುಂತಾದವರು ಹಾಜರಿದ್ದರು. — [780, 1651, 938, 1892]
divider — [28, 1156, 273, 1157]
adike-label: ಅಡಿಕೆ — [56, 160, 100, 185]
thirtha-body-1: ತೀರ್ಥಹಳ್ಳಿ: ತೀರ್ಥಹಳ್ಳಿಯ ಕೃತಿ ಕೆ. ರಾವ್ ಅವರಿಗೆ ರಾಷ್ಟ್ರಮಟ್ಟದ ಯುವ ಸಂಶೋಧಕ ಪ್ರಶಸ್ತಿ ಲಭಿಸಿದೆ. ಇನ್‌ಸ್ಟಿಟ್ಯೂಟ್ ಆಫ್ ನ್ಯಾನೋ ಸೈನ್ಸ್ ಅಂಡ್ ಟೆಕ್ನಾಲಜಿ (INST), ಮೊಹಾಲಿ ಯಲ್ಲಿ ಸಂಶೋಧನೆ ನಡೆಸುತ್ತಿರುವ ಅವರು NBRCOM 2025 ರಲ್ಲಿ ನಡೆದ Health Science & Oral Presentation ವಿಭಾಗದಲ್ಲಿ ಯುವ ಸಂಶೋಧಕ ಪ್ರಶಸ್ತಿ ಪಡೆದರು. ಅವರ ಸಂಶೋಧನೆಯು e&Patram ಎಂಬ ಪಾಯಿಂಟ್- — [680, 129, 802, 324]
bjp-body-2: ಕೇಂದ್ರ ಸಚಿವೆ ನಿರ್ಮಲಾ ಸೀತಾರಾಮನ್ ಅವರ ಬಗ್ಗೆ ಮುಖ್ಯಮಂತ್ರಿ ಸಿದ್ದರಾಮಯ್ಯ ಅವರು ನೀಡಿರುವ ಅವಹೇಳನಕಾರಿ ಹೇಳಿಕೆ ಖಂಡಿಸಿ ಬಿಜೆಪಿ ಮಹಿಳಾ ಮೋರ್ಚಾ ವತಿಯಿಂದ ಜಿಲ್ಲಾಧಿಕಾರಿ ಕಚೇರಿ ಎದುರು ಪ್ರತಿಭಟನೆ ನಡೆಸಲಾಯಿತು. ಕೇಂದ್ರ ಹಣಕಾಸು ಸಚಿವೆ ನಿರ್ಮಲಾ ಸೀತಾರಾಮನ್ ಅವರ ಬಗ್ಗೆ ಮುಖ್ಯಮಂತ್ರಿಗಳು ಸಾರ್ವಜನಿಕವಾಗಿ ಅಗೌರವಯುತ ಹೇಳಿಕೆ ನೀಡಿದ್ದು ಖಂಡನೀಯ. ಮಹಿಳೆಯರನ್ನು ಗೌರವಿಸುವ ಸಂಸ್ಕೃತಿ ನಮ್ಮದು. ಮುಖ್ಯಮಂತ್ರಿಗಳು ತಕ್ಷಣ ಕ್ಷಮೆಯಾಚಿಸಬೇಕು ಎಂದು ಆಗ್ರಹಿಸಿದರು. ಪ್ರತಿಭಟನೆಯಲ್ಲಿ ಬಿಜೆಪಿ ಮಹಿಳಾ ಮೋರ್ಚಾ ಜಿಲ್ಲಾಧ್ಯಕ್ಷೆ, ಪದಾಧಿಕಾರಿಗಳು, ಕಾರ್ಯಕರ್ತರು ಭಾಗವಹಿಸಿದ್ದರು. — [995, 617, 1140, 858]
divider — [28, 688, 273, 689]
market-shivamogga: ಶಿವಮೊಗ್ಗ — [30, 198, 65, 211]
vidye-head: ವಿದ್ಯೆಯಿದ್ದರೆ ಎಲ್ಲಾದರೂ ಬದುಕಲು ಸಾಧ್ಯ: ಬಿ.ಕೆ. ಸಂಗಮೇಶ್ವರ್ — [30, 1599, 566, 1629]
dateline: ಶಿವಮೊಗ್ಗ: — [30, 723, 67, 735]
dateline: ಶಿವಮೊಗ್ಗ: — [286, 451, 323, 463]
masthead-city: ಶಿವಮೊಗ್ಗ — [96, 65, 131, 78]
dateline: ಶಿವಮೊಗ್ಗ: — [685, 959, 722, 971]
left-article-2-body-cont: ಹೊಳೆಹೊನ್ನೂರು ತಾಲೂಕಿನ ಗ್ರಾಮದ ವ್ಯಕ್ತಿಯೊಬ್ಬರು ಕಾಣೆಯಾಗಿದ್ದು, ಸುಳಿವು ಸಿಕ್ಕಲ್ಲಿ ಪೊಲೀಸ್ ಠಾಣೆಯನ್ನು ಸಂಪರ್ಕಿಸುವಂತೆ ಕೋರಲಾಗಿದೆ. ಅವರ ಚಹರೆ: ಎತ್ತರ 5.6 ಅಡಿ, ಸಾಧಾರಣ ಮೈಕಟ್ಟು, ಕಪ್ಪು ಕೂದಲು. ಮಾಹಿತಿಗಾಗಿ ದೂರವಾಣಿ 08182-261400, 261418, — [30, 871, 270, 929]
temp-max: 27 — [692, 24, 729, 54]
amana-head: ಅಮಾನವೀಯ ಘಟನೆ: ಒಂದು ಗೋವು ಸಾವು, ನಾಲ್ಕು ಗೋವುಗಳ ರಕ್ಷಣೆ — [286, 920, 663, 971]
left-article-1-head: ಕೆಎಸ್‌ಸಿಎ ನಿರ್ದೇಶಕರಾಗಿ ಡಿ.ಎಸ್. ಅರುಣ್ ಆಯ್ಕೆ — [30, 285, 244, 329]
rate-item: ಬಿಳೆಗೋಟು-19,699-34,988 — [153, 258, 251, 269]
divider — [28, 1352, 273, 1353]
left-article-5-head: ಪುಣ್ಯವತಿ ನಿಧನ — [70, 1355, 164, 1377]
divider — [28, 932, 273, 933]
rate-item: ಬೆಟ್ಟೆ-48,100-57,599 — [30, 244, 109, 255]
photo-yoga-meet — [895, 962, 1130, 1082]
column-rule — [826, 332, 827, 892]
bratru-body-1: ಶಿಕಾರಿಪುರ: ಬಸವಾದಿ ಶರಣರು ಜಾತಿ, ಕುಲ, ಲಿಂಗ, ಬಡವ-ಶ್ರೀಮಂತ ಎನ್ನುವ ಬೇಧವಿಲ್ಲದೆ ಸಮಾನತೆ, ಸ್ವಾತಂತ್ರ್ಯ, ಭ್ರಾತೃತ್ವದ ತಳಹದಿಯ ಮೇಲೆ ಸಮಾಜವನ್ನು ಕಟ್ಟಲು ಶ್ರಮಿಸಿದರು ಎಂದು ಸಾಹಿತಿ ಸಿ.ಬಿ. ವೆಂಕಟೇಶ್ ಹೇಳಿದರು. ವಚನ ಸಾಹಿತ್ಯದ ಅಧ್ಯಯನದಿಂದ ಮಾತ್ರ ಉತ್ತಮ ಸಮಾಜ ನಿರ್ಮಾಣ ಸಾಧ್ಯ. ವಚನ ಸಾಹಿತ್ಯವು ಸಕಲ ಜೀವಾತ್ಮರಿಗೆ ಲೇಸನ್ನು ಬಯಸುವ ಸಾಹಿತ್ಯವಾಗಿದೆ. ಕಾರ್ಯಕ್ರಮದಲ್ಲಿ ವಿವಿಧ ಗಣ್ಯರು, ಶರಣ ಸಾಹಿತ್ಯ ಪರಿಷತ್ ಪದಾಧಿಕಾರಿಗಳು ಪಾಲ್ಗೊಂಡಿದ್ದರು. ಕುಮಾರ್, ರಾಜಶೇಖರ, ಬಸವರಾಜ್, ಕೊಟ್ರೇಶ್ ಉಪಸ್ಥಿತರಿದ್ದರು. ಬಸವಾದಿ ಶರಣರು ಜಾತಿ, ಕುಲ, ಲಿಂಗ, ಬಡವ-ಶ್ರೀಮಂತ ಎನ್ನುವ ಬೇಧವಿಲ್ಲದೆ ಸಮಾನತೆ, ಸ್ವಾತಂತ್ರ್ಯ, ಭ್ರಾತೃತ್ವದ ತಳಹದಿಯ ಮೇಲೆ ಸಮಾಜವನ್ನು ಕಟ್ಟಲು ಶ್ರಮಿಸಿದರು ಎಂದು ಸಾಹಿತಿ ಸಿ.ಬಿ. ವೆಂಕಟೇಶ್ ಹೇಳಿದರು. ವಚನ ಸಾಹಿತ್ಯದ ಅಧ್ಯಯನದಿಂದ ಮಾತ್ರ ಉತ್ತಮ ಸಮಾಜ ನಿರ್ಮಾಣ ಸಾಧ್ಯ. ವಚನ ಸಾಹಿತ್ಯವು ಸಕಲ ಜೀವಾತ್ಮರಿಗೆ ಲೇಸನ್ನು ಬಯಸುವ ಸಾಹಿತ್ಯವಾಗಿದೆ. ಕಾರ್ಯಕ್ರಮದಲ್ಲಿ ವಿವಿಧ ಗಣ್ಯರು, ಶರಣ ಸಾಹಿತ್ಯ ಪರಿಷತ್ ಪದಾಧಿಕಾರಿಗಳು ಪಾಲ್ಗೊಂಡಿದ್ದರು. ಕುಮಾರ್, ರಾಜಶೇಖರ, ಬಸವರಾಜ್, ಕೊಟ್ರೇಶ್ ಉಪಸ್ಥಿತರಿದ್ದರು. — [685, 1231, 885, 1517]
dateline: ಶಿವಮೊಗ್ಗ: — [290, 123, 327, 135]
rate-item: ರಾಶಿ-43,199-59,299 — [30, 230, 108, 241]
dateline: ಶಿವಮೊಗ್ಗ: — [30, 335, 67, 347]
masthead-underline — [28, 80, 988, 81]
bjp-kicker: ಬಿಜೆಪಿ ಮಹಿಳಾ ಮೋರ್ಚಾ ಪ್ರತಿಭಟನೆ | ಕ್ಷಮೆಯಾಚನೆಗೆ ಒತ್ತಾಯ — [834, 337, 1189, 357]
